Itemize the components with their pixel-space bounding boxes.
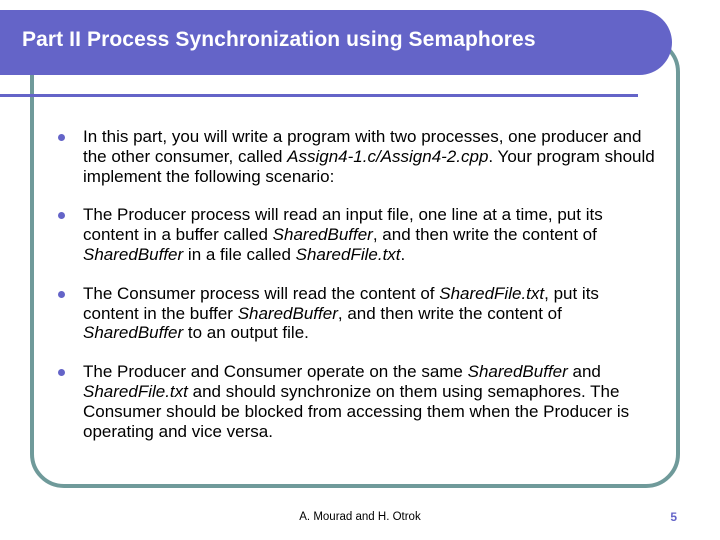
bullet-dot-icon xyxy=(58,212,65,219)
bullet-item xyxy=(58,205,658,264)
bullet-text: The Producer and Consumer operate on the same SharedBuffer and SharedFile.txt and should synchronize on them using semaphores. The Consumer should be blocked from accessing them when the Producer is operating and vice versa. xyxy=(83,362,630,441)
footer-author: A. Mourad and H. Otrok xyxy=(299,511,421,523)
bullet-list xyxy=(58,127,658,441)
bullet-text: The Consumer process will read the content of SharedFile.txt, put its content in the buffer SharedBuffer, and then write the content of SharedBuffer to an output file. xyxy=(83,283,599,343)
bullet-item xyxy=(58,127,658,186)
bullet-text: In this part, you will write a program with two processes, one producer and the other consumer, called Assign4-1.c/Assign4-2.cpp. Your program should implement the following scenario: xyxy=(83,127,655,186)
bullet-item xyxy=(58,284,658,343)
bullet-dot-icon xyxy=(58,291,65,298)
bullet-item xyxy=(58,362,658,441)
bullet-dot-icon xyxy=(58,134,65,141)
bullet-dot-icon xyxy=(58,369,65,376)
page-number: 5 xyxy=(670,510,677,524)
title-underline xyxy=(0,94,638,97)
slide-title: Part II Process Synchronization using Semaphores xyxy=(22,28,536,51)
bullet-text: The Producer process will read an input file, one line at a time, put its content in a buffer called SharedBuffer, and then write the content of SharedBuffer in a file called SharedFile.txt. xyxy=(83,205,603,264)
